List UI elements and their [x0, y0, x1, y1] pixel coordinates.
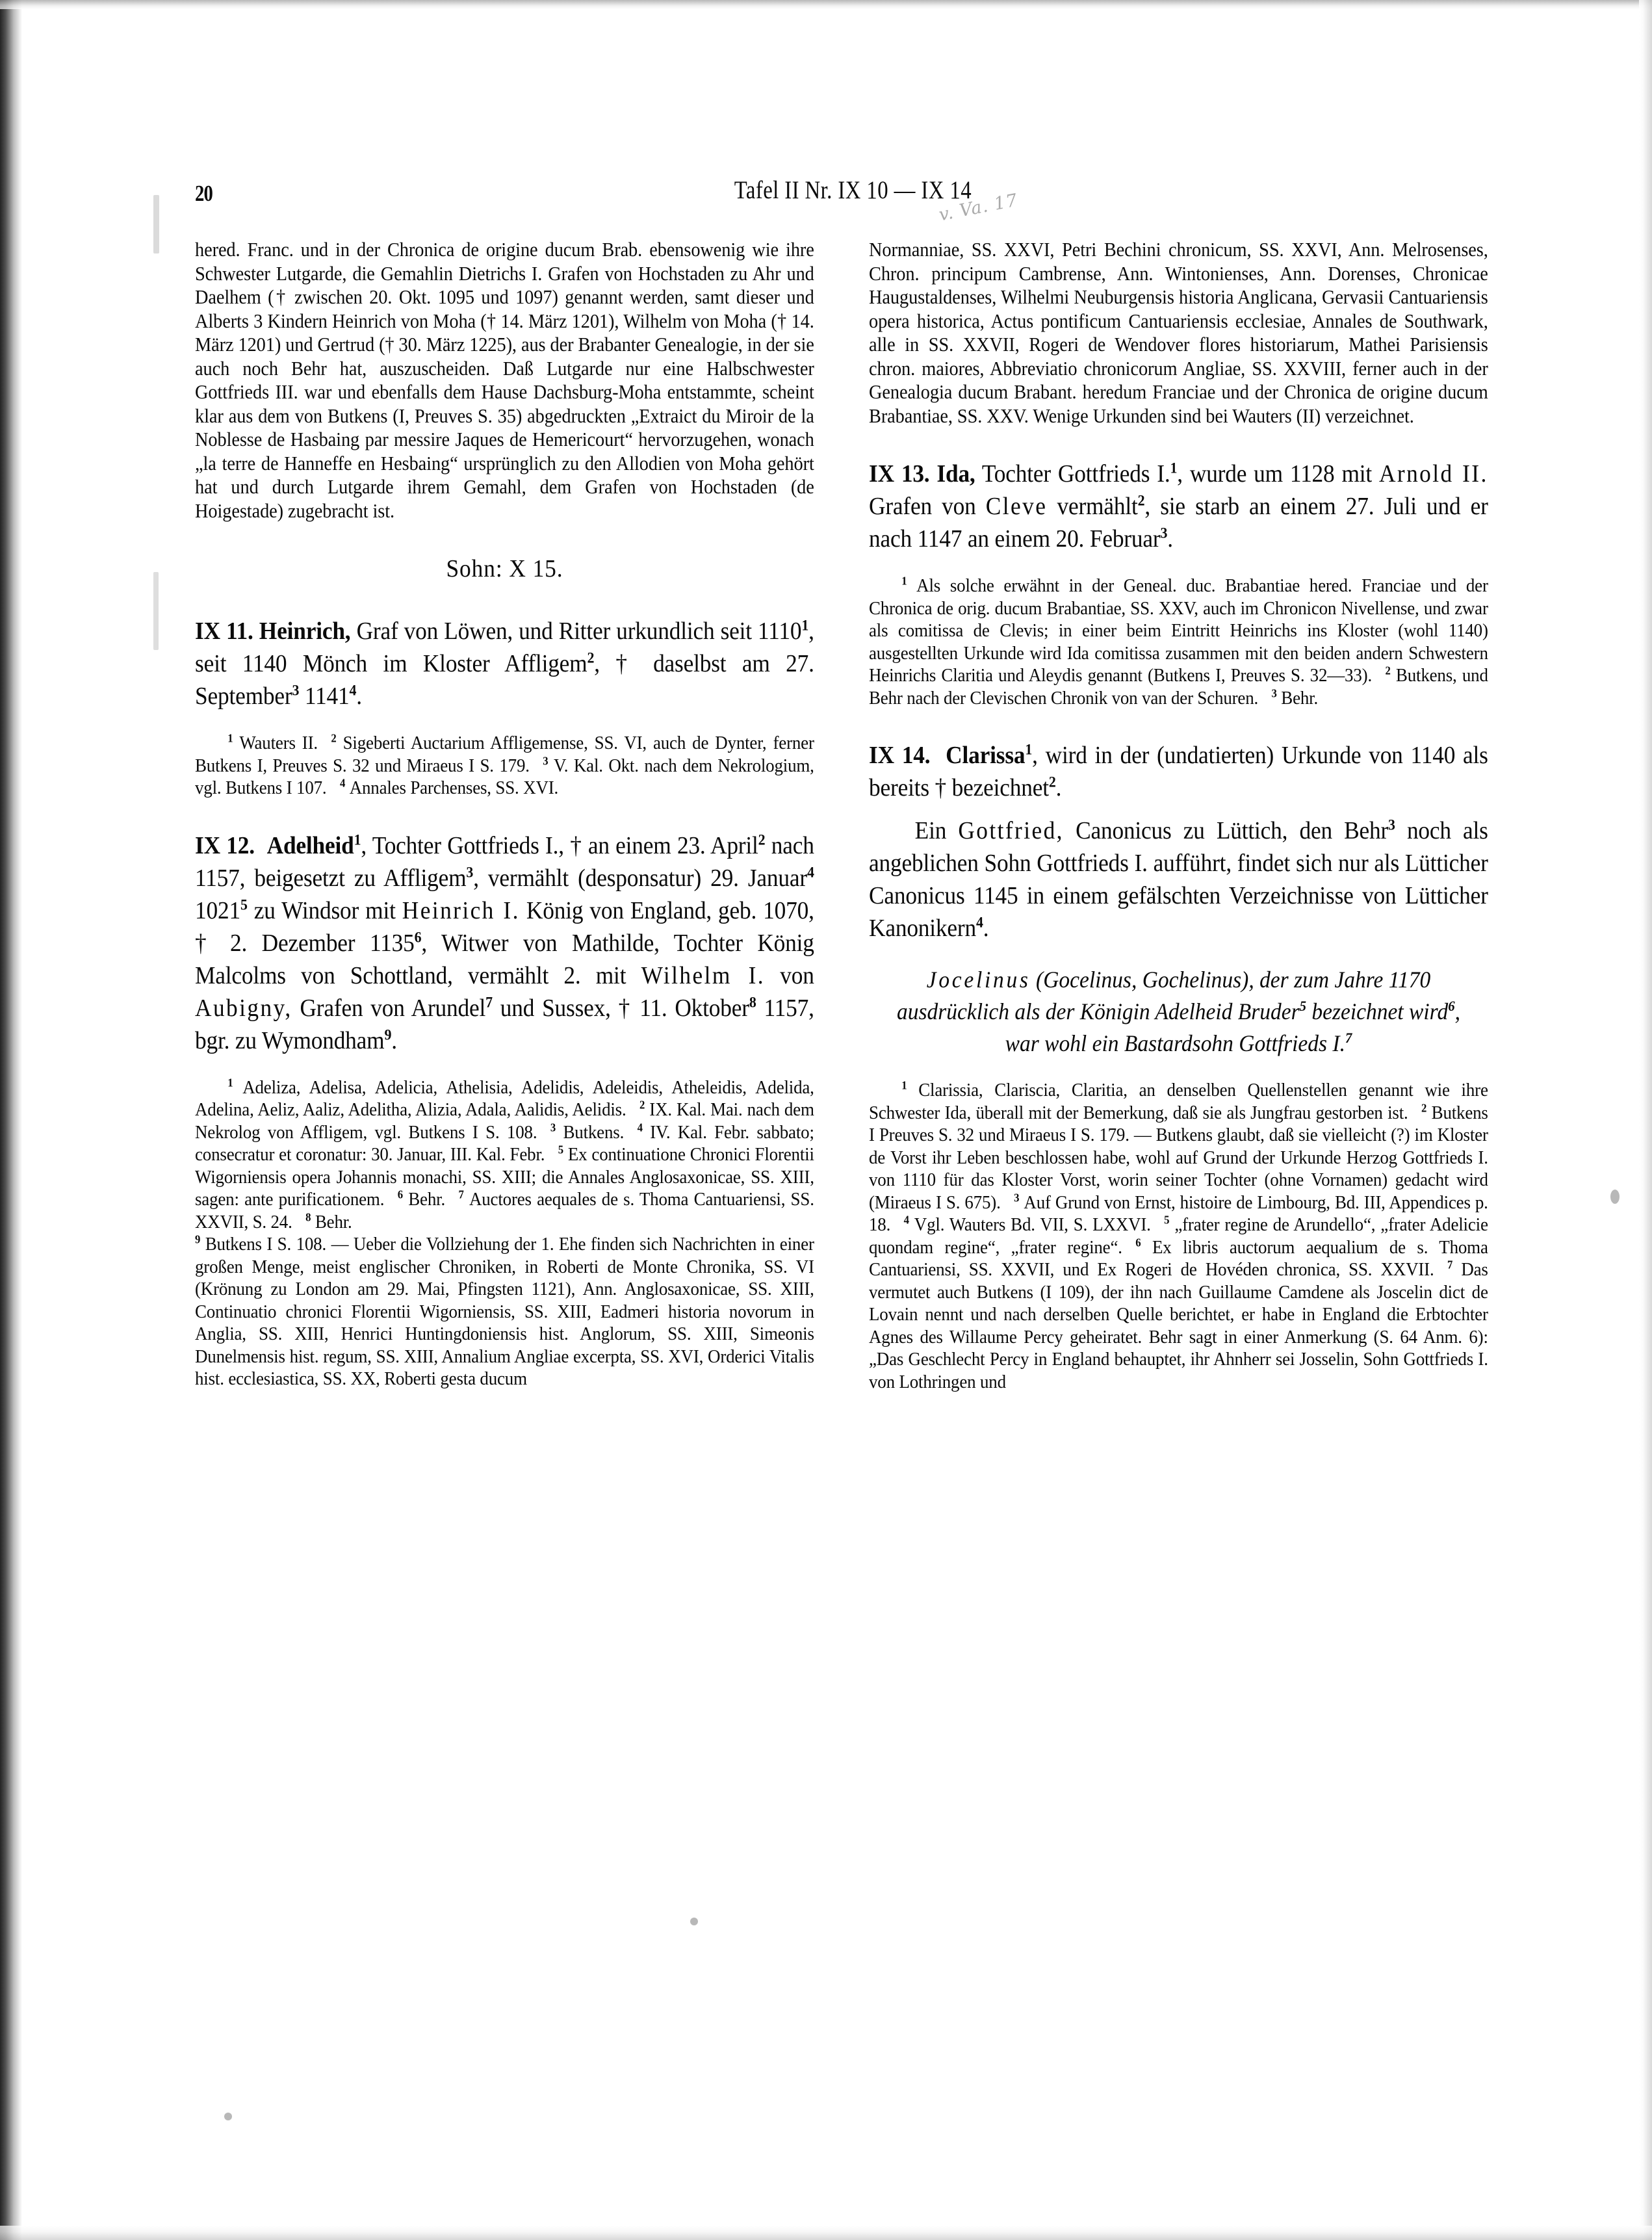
- entry-ix13-text-5: , sie starb an einem 27. Juli und er nach 1147 an einem 20. Februar: [869, 493, 1488, 553]
- note-marker: 1: [901, 1078, 907, 1092]
- jocelinus-text-1: (Gocelinus, Gochelinus), der zum Jahre 1170 ausdrücklich als der Königin Adelheid Bruder: [897, 967, 1431, 1024]
- note-item: [227, 733, 318, 753]
- entry-ix12-text-4: 1021: [195, 896, 240, 924]
- note-text: Butkens I S. 108. — Ueber die Vollziehung der 1. Ehe finden sich Nachrichten in einer großen Menge, meist englischer Chroniken, in Roberti de Monte Chronika, SS. VI (Krönung zu London am 29. Mai, Pfingsten 1121), Ann. Anglosaxonicae, SS. XIII, Continuatio chronici Florentii Wigorniensis, SS. XIII, Eadmeri historia novorum in Anglia, SS. XIII, Henrici Huntingdoniensis hist. Anglorum, SS. XIII, Simeonis Dunelmensis hist. regum, SS. XIII, Annalium Angliae excerpta, SS. XVI, Orderici Vitalis hist. ecclesiastica, SS. XX, Roberti gesta ducum: [195, 1234, 814, 1389]
- jocelinus-footnote-ref-6: 6: [1448, 998, 1455, 1014]
- entry-ix13: [869, 458, 1488, 555]
- scan-speck: [224, 2113, 232, 2120]
- two-column-layout: [195, 238, 1488, 1393]
- entry-ix11-spacer: [253, 618, 259, 645]
- notes-ix13: [869, 575, 1488, 709]
- entry-ix12-text-1: , Tochter Gottfrieds I., † an einem 23. April: [361, 831, 758, 859]
- entry-ix14-text-1: , wird in der (undatierten) Urkunde von 1140 als bereits † bezeichnet: [869, 742, 1488, 801]
- note-marker: 8: [305, 1210, 311, 1223]
- entry-ix12-text-10: und Sussex, † 11. Oktober: [492, 994, 749, 1022]
- son-reference-line: Sohn: X 15.: [446, 555, 563, 582]
- entry-ix11-number: IX 11.: [195, 618, 253, 645]
- entry-ix12-text-5: zu Windsor mit: [247, 896, 402, 924]
- entry-ix13-footnote-ref-2: 2: [1137, 492, 1145, 510]
- entry-ix13-text-2: , wurde um 1128 mit: [1177, 460, 1379, 488]
- scan-speck: [153, 195, 159, 254]
- entry-ix11-text-4: 1141: [299, 683, 350, 710]
- jocelinus-name: Jocelinus: [926, 967, 1031, 993]
- note-marker: 4: [339, 776, 346, 790]
- entry-ix12-footnote-ref-7: 7: [485, 993, 493, 1011]
- note-marker: 2: [1385, 664, 1391, 677]
- entry-ix11-footnote-ref-3: 3: [292, 682, 300, 699]
- entry-ix12-footnote-ref-3: 3: [466, 863, 474, 881]
- entry-ix14-number: IX 14.: [869, 742, 931, 769]
- note-text: Behr.: [315, 1211, 352, 1232]
- entry-ix12-text-2: nach 1157, beigesetzt zu Affligem: [195, 831, 814, 892]
- note-text: Als solche erwähnt in der Geneal. duc. Brabantiae hered. Franciae und der Chronica de orig. ducum Brabantiae, SS. XXV, auch im Chronicon Nivellense, und zwar als comitissa de Clevis; in einer beim Eintritt Heinrichs ins Kloster (wohl 1140) ausgestellten Urkunde wird Ida comitissa zusammen mit den beiden andern Schwestern Heinrichs Claritia und Aleydis genannt (Butkens I, Preuves S. 32—33).: [869, 575, 1488, 686]
- note-text: Clarissia, Clariscia, Claritia, an denselben Quellenstellen genannt wie ihre Schwester Ida, überall mit der Bemerkung, daß sie als Jungfrau gestorben ist.: [869, 1080, 1488, 1123]
- note-marker: 1: [227, 731, 233, 745]
- note-text: Das vermutet auch Butkens (I 109), der ihn nach Guillaume Camdene als Joscelin dict de Lovain nennt und nach derselben Quelle berichtet, er habe in England die Erbtochter Agnes des Willaume Percy geheiratet. Behr sagt in einer Anmerkung (S. 64 Anm. 6): „Das Geschlecht Percy in England behauptet, ihr Ahnherr sei Josselin, Sohn Gottfrieds I. von Lothringen und: [869, 1259, 1488, 1392]
- entry-ix11-footnote-ref-2: 2: [587, 649, 595, 667]
- entry-ix13-number: IX 13.: [869, 460, 930, 488]
- note-marker: 2: [639, 1098, 645, 1112]
- note-text: Butkens, und Behr nach der Clevischen Chronik von van der Schuren.: [869, 665, 1488, 709]
- note-marker: 7: [1447, 1258, 1453, 1271]
- jocelinus-footnote-ref-7: 7: [1345, 1030, 1352, 1046]
- scan-edge-shadow-left: [0, 0, 22, 2240]
- entry-ix12-footnote-ref-1: 1: [354, 831, 361, 848]
- note-text: Sigeberti Auctarium Affligemense, SS. VI, auch de Dynter, ferner Butkens I, Preuves S. 32 und Miraeus I S. 179.: [195, 733, 814, 776]
- entry-ix11-name: Heinrich,: [259, 618, 351, 645]
- note-text: Adeliza, Adelisa, Adelicia, Athelisia, Adelidis, Adeleidis, Atheleidis, Adelida, Adelina, Aeliz, Aaliz, Adelitha, Alizia, Adala, Aalidis, Aelidis.: [195, 1076, 814, 1120]
- entry-ix13-text-1: Tochter Gottfrieds I.: [975, 460, 1170, 488]
- gottfried-footnote-ref-3: 3: [1388, 816, 1395, 834]
- entry-ix12-text-7: , Witwer von Mathilde, Tochter König Malcolms von Schottland, vermählt 2. mit: [195, 929, 814, 989]
- right-column: [869, 238, 1488, 1393]
- note-text: Wauters II.: [239, 733, 318, 753]
- paragraph-gottfried-canonicus: [869, 814, 1488, 944]
- note-text: Auctores aequales de s. Thoma Cantuariensi, SS. XXVII, S. 24.: [195, 1189, 814, 1232]
- entry-ix12-text-12: .: [391, 1026, 397, 1054]
- note-text: V. Kal. Okt. nach dem Nekrologium, vgl. Butkens I 107.: [195, 755, 814, 798]
- entry-ix11-text-1: Graf von Löwen, und Ritter urkundlich seit 1110: [350, 618, 802, 645]
- entry-ix11-footnote-ref-1: 1: [801, 617, 809, 634]
- entry-ix12-footnote-ref-9: 9: [384, 1026, 392, 1043]
- note-item: [869, 1080, 1488, 1123]
- entry-ix11-text-3: , † daselbst am 27. September: [195, 650, 814, 710]
- entry-ix12-footnote-ref-4: 4: [807, 863, 814, 881]
- entry-ix12-text-11: 1157, bgr. zu Wymondham: [195, 994, 814, 1054]
- entry-ix11: [195, 615, 814, 712]
- entry-ix13-footnote-ref-3: 3: [1160, 525, 1168, 542]
- page-title: Tafel II Nr. IX 10 — IX 14: [734, 176, 972, 204]
- note-marker: 3: [543, 753, 549, 767]
- jocelinus-text-2: bezeichnet wird: [1306, 998, 1449, 1024]
- entry-ix12-spacer: [255, 832, 267, 859]
- note-marker: 1: [901, 574, 907, 588]
- note-marker: 3: [1014, 1190, 1020, 1204]
- entry-ix14-text-2: .: [1055, 774, 1062, 801]
- entry-ix12-person-wilhelm: Wilhelm I.: [641, 961, 766, 989]
- continued-paragraph-right: Normanniae, SS. XXVI, Petri Bechini chronicum, SS. XXVI, Ann. Melrosenses, Chron. principum Cambrense, Ann. Wintonienses, Ann. Dorenses, Chronicae Haugustaldenses, Wilhelmi Neuburgensis historia Anglicana, Gervasii Cantuariensis opera historica, Actus pontificum Cantuariensis ecclesiae, Annales de Southwark, alle in SS. XXVII, Rogeri de Wendover flores historiarum, Mathei Parisiensis chron. maiores, Abbreviatio chronicorum Angliae, SS. XXVIII, ferner auch in der Genealogia ducum Brabant. heredum Franciae und der Chronica de origine ducum Brabantiae, SS. XXV. Wenige Urkunden sind bei Wauters (II) verzeichnet.: [869, 239, 1488, 427]
- note-marker: 7: [458, 1188, 464, 1201]
- note-item: [340, 777, 558, 798]
- note-marker: 6: [1135, 1235, 1141, 1249]
- note-marker: 5: [1164, 1213, 1170, 1227]
- note-text: „frater regine de Arundello“, „frater Adelicie quondam regine“, „frater regine“.: [869, 1214, 1488, 1258]
- entry-ix14-name: Clarissa: [946, 742, 1026, 769]
- entry-ix13-spacer: [929, 460, 936, 488]
- scan-speck: [1610, 1190, 1620, 1204]
- entry-ix13-text-4: vermählt: [1047, 493, 1138, 520]
- entry-ix12-footnote-ref-8: 8: [749, 993, 756, 1011]
- note-text: IX. Kal. Mai. nach dem Nekrolog von Affligem, vgl. Butkens I S. 108.: [195, 1099, 814, 1143]
- note-text: Behr.: [1281, 687, 1319, 709]
- gottfried-text-1: Ein: [914, 817, 959, 844]
- gottfried-person-name: Gottfried,: [958, 817, 1064, 844]
- entry-ix12-text-9: Grafen von Arundel: [292, 994, 486, 1022]
- note-text: Butkens.: [563, 1121, 625, 1143]
- left-column: [195, 238, 814, 1393]
- pencil-annotation: v. Va. 17: [937, 190, 1020, 226]
- entry-ix13-footnote-ref-1: 1: [1170, 460, 1178, 477]
- scan-speck: [153, 572, 159, 650]
- note-item: [550, 1122, 624, 1143]
- entry-ix12-person-aubigny: Aubigny,: [195, 994, 292, 1022]
- entry-ix12-text-8: von: [765, 961, 814, 989]
- entry-ix13-text-6: .: [1167, 525, 1173, 553]
- entry-ix14-footnote-ref-2: 2: [1048, 774, 1056, 791]
- note-text: Vgl. Wauters Bd. VII, S. LXXVI.: [914, 1214, 1151, 1235]
- scan-speck: [690, 1918, 698, 1925]
- note-marker: 6: [397, 1188, 403, 1201]
- page-content: [195, 176, 1488, 1393]
- note-item: [904, 1214, 1151, 1235]
- note-marker: 4: [903, 1213, 909, 1227]
- gottfried-footnote-ref-4: 4: [975, 914, 983, 931]
- entry-ix14-spacer: [930, 742, 946, 769]
- gottfried-text-2: Canonicus zu Lüttich, den Behr: [1063, 817, 1389, 844]
- notes-ix14: [869, 1079, 1488, 1393]
- entry-ix13-text-3: Grafen von: [869, 493, 986, 520]
- notes-ix12: [195, 1076, 814, 1390]
- note-text: Behr.: [408, 1189, 446, 1210]
- entry-ix12-text-3: , vermählt (desponsatur) 29. Januar: [473, 864, 807, 892]
- jocelinus-text-3: , war wohl ein Bastardsohn Gottfrieds I.: [1005, 998, 1460, 1056]
- note-text: Annales Parchenses, SS. XVI.: [349, 777, 559, 798]
- note-text: Ex continuatione Chronici Florentii Wigorniensis opera Johannis monachi, SS. XIII; die Annales Anglosaxonicae, SS. XIII, sagen: ante purificationem.: [195, 1144, 814, 1210]
- jocelinus-italic-block: [890, 964, 1466, 1060]
- note-item: [398, 1189, 445, 1210]
- entry-ix12-number: IX 12.: [195, 831, 255, 859]
- entry-ix14: [869, 739, 1488, 804]
- entry-ix11-text-2: , seit 1140 Mönch im Kloster Affligem: [195, 618, 814, 677]
- entry-ix12-footnote-ref-2: 2: [758, 831, 766, 848]
- note-item: [1272, 688, 1319, 709]
- entry-ix11-footnote-ref-4: 4: [349, 682, 357, 699]
- note-text: Auf Grund von Ernst, histoire de Limbourg, Bd. III, Appendices p. 18.: [869, 1192, 1488, 1235]
- entry-ix12-footnote-ref-5: 5: [240, 896, 248, 913]
- note-marker: 3: [1271, 686, 1277, 699]
- entry-ix12-name: Adelheid: [266, 831, 354, 859]
- scan-edge-shadow-top: [0, 0, 1652, 9]
- gottfried-text-4: .: [983, 915, 989, 942]
- folio-number: 20: [195, 181, 213, 206]
- note-marker: 2: [1421, 1100, 1427, 1114]
- entry-ix12: [195, 829, 814, 1057]
- entry-ix13-person-arnold: Arnold II.: [1378, 460, 1488, 488]
- note-marker: 9: [195, 1232, 201, 1246]
- entry-ix12-text-6: König von England, geb. 1070, † 2. Dezember 1135: [195, 896, 814, 957]
- entry-ix12-person-heinrich: Heinrich I.: [402, 896, 520, 924]
- continued-paragraph: hered. Franc. und in der Chronica de origine ducum Brab. ebensowenig wie ihre Schwester Lutgarde, die Gemahlin Dietrichs I. Grafen von Hochstaden zu Ahr und Daelhem († zwischen 20. Okt. 1095 und 1097) genannt werden, samt dieser und Alberts 3 Kindern Heinrich von Moha († 14. März 1201), Wilhelm von Moha († 14. März 1201) und Gertrud († 30. März 1225), aus der Brabanter Genealogie, in der sie auch noch Behr hat, auszuscheiden. Daß Lutgarde nur eine Halbschwester Gottfrieds III. war und ebenfalls dem Hause Dachsburg-Moha entstammte, scheint klar aus dem von Butkens (I, Preuves S. 35) abgedruckten „Extraict du Miroir de la Noblesse de Hasbaing par messire Jaques de Hemericourt“ hervorzugehen, wonach „la terre de Hanneffe en Hesbaing“ ursprünglich zu den Allodien von Moha gehört hat und durch Lutgarde ihrem Gemahl, dem Grafen von Hochstaden (de Hoigestade) zugebracht ist.: [195, 239, 814, 522]
- note-text: IV. Kal. Febr. sabbato; consecratur et coronatur: 30. Januar, III. Kal. Febr.: [195, 1121, 814, 1165]
- note-marker: 5: [558, 1143, 563, 1156]
- entry-ix14-footnote-ref-1: 1: [1025, 741, 1033, 759]
- note-text: Ex libris auctorum aequalium de s. Thoma Cantuariensi, SS. XXVII, und Ex Rogeri de Hovéden chronica, SS. XXVII.: [869, 1236, 1488, 1280]
- note-marker: 1: [227, 1075, 233, 1089]
- jocelinus-footnote-ref-5: 5: [1299, 998, 1307, 1014]
- scan-edge-shadow-bottom: [0, 2226, 1652, 2240]
- note-marker: 4: [637, 1120, 643, 1134]
- note-text: Butkens I Preuves S. 32 und Miraeus I S. 179. — Butkens glaubt, daß sie vielleicht (?) im Kloster de Vorst ihr Leben beschlossen habe, wohl auf Grund der Urkunde Herzog Gottfrieds I. von 1110 für das Kloster Vorst, worin seiner Tochter (ohne Vornamen) gedacht wird (Miraeus I S. 675).: [869, 1102, 1488, 1213]
- entry-ix11-text-5: .: [356, 683, 362, 710]
- note-marker: 3: [550, 1120, 556, 1134]
- scan-edge-shadow-right: [1639, 0, 1652, 2240]
- entry-ix13-place-cleve: Cleve: [985, 493, 1048, 520]
- notes-ix11: [195, 732, 814, 800]
- note-marker: 2: [331, 731, 337, 745]
- note-item: [305, 1212, 352, 1232]
- entry-ix13-name: Ida,: [936, 460, 975, 488]
- gottfried-text-3: noch als angeblichen Sohn Gottfrieds I. aufführt, findet sich nur als Lütticher Canonicus 1145 in einem gefälschten Verzeichnisse von Lütticher Kanonikern: [869, 817, 1488, 942]
- note-item: [195, 1234, 814, 1389]
- running-head: [195, 176, 1488, 226]
- entry-ix12-footnote-ref-6: 6: [414, 928, 422, 946]
